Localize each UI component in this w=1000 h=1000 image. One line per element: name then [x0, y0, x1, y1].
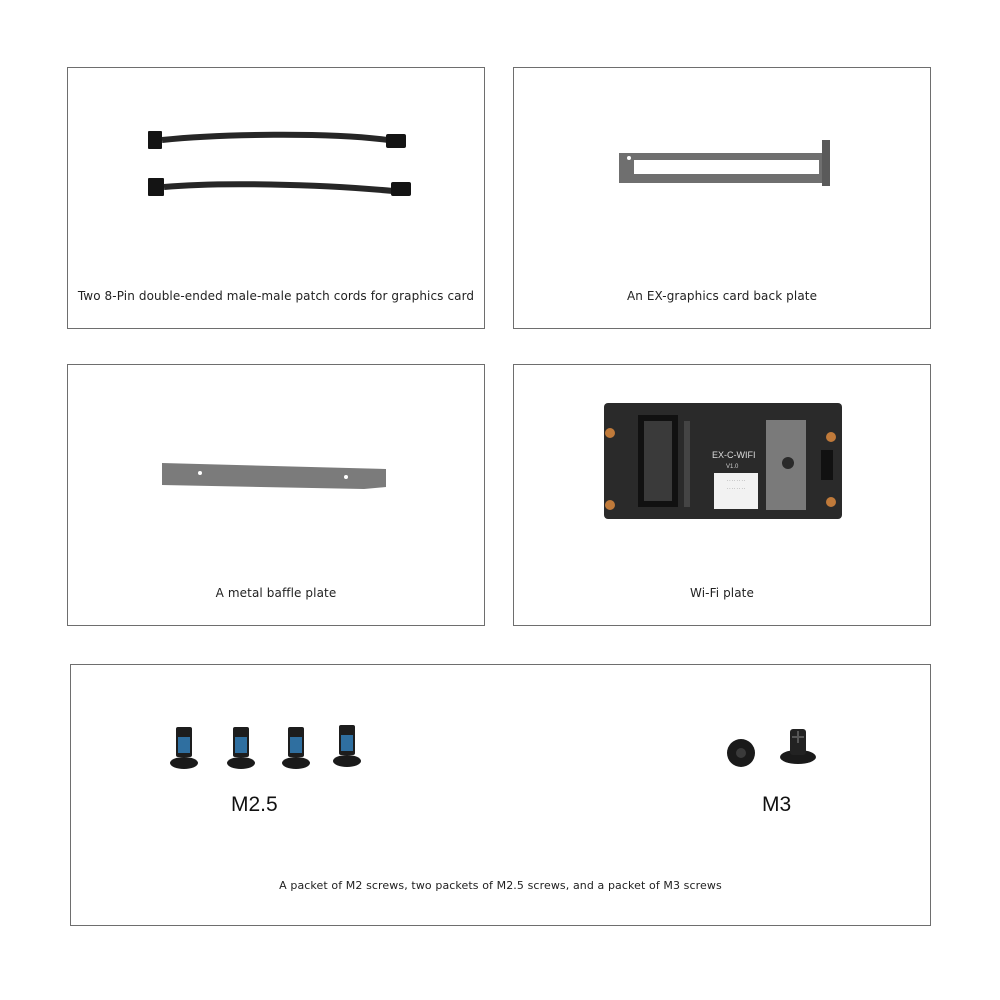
- m25-screw-1: [170, 727, 198, 769]
- panel-baffle: [67, 364, 485, 626]
- patch-cords-caption: Two 8-Pin double-ended male-male patch cords for graphics card: [77, 289, 475, 303]
- m25-screw-2: [227, 727, 255, 769]
- m25-screw-3: [282, 727, 310, 769]
- m3-screw-2: [780, 729, 816, 764]
- m3-label: M3: [762, 793, 792, 816]
- svg-text:· · · · · · · ·: · · · · · · · ·: [726, 478, 746, 483]
- screws-caption: A packet of M2 screws, two packets of M2.5 screws, and a packet of M3 screws: [279, 879, 722, 892]
- panel-back-plate: [513, 67, 931, 329]
- m25-screw-4: [333, 725, 361, 767]
- baffle-caption: A metal baffle plate: [215, 586, 337, 600]
- wifi-caption: Wi-Fi plate: [690, 586, 754, 600]
- panel-wifi: [513, 364, 931, 626]
- wifi-board-version: V1.0: [726, 464, 739, 470]
- m3-screw-1: [727, 739, 755, 767]
- svg-text:· · · · · · · ·: · · · · · · · ·: [726, 486, 746, 491]
- panel-screws: [70, 664, 931, 926]
- wifi-board-label: EX-C-WIFI: [712, 450, 756, 460]
- panel-patch-cords: [67, 67, 485, 329]
- back-plate-caption: An EX-graphics card back plate: [626, 289, 818, 303]
- m25-label: M2.5: [231, 793, 278, 816]
